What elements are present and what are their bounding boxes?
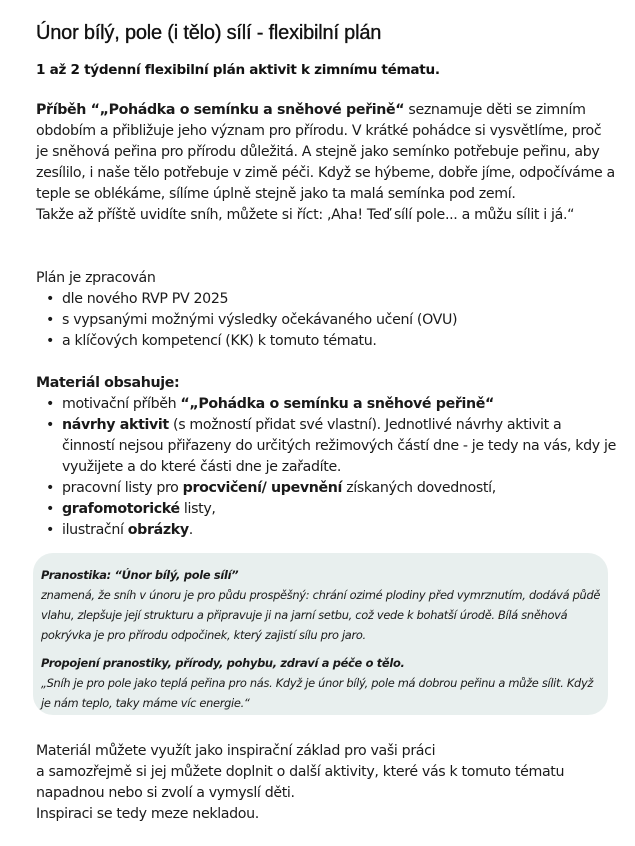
plan-list (36, 289, 616, 352)
callout-heading: Pranostika: “Únor bílý, pole sílí” (41, 568, 239, 582)
material-item-text: motivační příběh (62, 396, 181, 412)
page-subtitle: 1 až 2 týdenní flexibilní plán aktivit k zimnímu tématu. (36, 62, 440, 78)
material-item-text: získaných dovedností, (342, 480, 496, 496)
story-lead: Příběh “„Pohádka o semínku a sněhové peřině“ (36, 102, 405, 118)
material-item-bold: “„Pohádka o semínku a sněhové peřině“ (180, 396, 495, 412)
material-item-text: listy, (179, 501, 216, 517)
callout-quote: „Sníh je pro pole jako teplá peřina pro nás. Když je únor bílý, pole má dobrou peřinu a může sílit. Když je nám teplo, taky máme víc energie.“ (41, 676, 594, 710)
material-item-bold: grafomotorické (62, 501, 180, 517)
material-item (62, 478, 616, 499)
callout-text: znamená, že sníh v únoru je pro půdu prospěšný: chrání ozimé plodiny před vymrznutím, dodává půdě vlahu, zlepšuje její strukturu a připravuje ji na jarní setbu, což vede k bohatší úrodě. Bílá sněhová pokrývka je pro přírodu odpočinek, který zajistí sílu pro jaro. (41, 588, 601, 642)
final-line: a samozřejmě si jej můžete doplnit o další aktivity, které vás k tomuto tématu napadnou nebo si zvolí a vymyslí děti. (36, 764, 565, 801)
material-item-text: . (188, 522, 193, 538)
story-paragraph (36, 100, 616, 226)
pranostika-callout (33, 553, 608, 715)
final-paragraph (36, 741, 616, 825)
plan-heading: Plán je zpracován (36, 270, 156, 286)
material-item (62, 520, 616, 541)
material-item-bold: obrázky (127, 522, 189, 538)
material-item (62, 394, 616, 415)
final-line: Materiál můžete využít jako inspirační základ pro vaši práci (36, 743, 436, 759)
final-line: Inspiraci se tedy meze nekladou. (36, 806, 259, 822)
material-item-bold: návrhy aktivit (62, 417, 169, 433)
material-list (36, 394, 616, 541)
plan-item: • s vypsanými možnými výsledky očekávaného učení (OVU) (62, 310, 616, 331)
material-item-text: (s možností přidat své vlastní). Jednotlivé návrhy aktivit a činností nejsou přiřazeny do určitých režimových částí dne - je tedy na vás, kdy je využijete a do které části dne je zařadíte. (62, 417, 616, 475)
plan-item: • dle nového RVP PV 2025 (62, 289, 616, 310)
callout-heading: Propojení pranostiky, přírody, pohybu, zdraví a péče o tělo. (41, 656, 405, 670)
material-item-bold: procvičení/ upevnění (182, 480, 343, 496)
callout-content (41, 565, 601, 713)
material-item (62, 415, 616, 478)
story-closing: Takže až příště uvidíte sníh, můžete si říct: ‚Aha! Teď sílí pole... a můžu sílit i já.“ (36, 207, 575, 223)
material-item (62, 499, 616, 520)
material-section (36, 373, 616, 541)
plan-section (36, 268, 616, 352)
material-item-text: pracovní listy pro (62, 480, 183, 496)
story-text: seznamuje děti se zimním obdobím a přibližuje jeho význam pro přírodu. V krátké pohádce si vysvětlíme, proč je sněhová peřina pro přírodu důležitá. A stejně jako semínko potřebuje peřinu, aby zesílilo, i naše tělo potřebuje v zimě péči. Když se hýbeme, dobře jíme, odpočíváme a teple se oblékáme, sílíme úplně stejně jako ta malá semínka pod zemí. (36, 102, 615, 202)
plan-item: • a klíčových kompetencí (KK) k tomuto tématu. (62, 331, 616, 352)
material-heading: Materiál obsahuje: (36, 375, 180, 391)
material-item-text: ilustrační (62, 522, 128, 538)
page-title: Únor bílý, pole (i tělo) sílí - flexibilní plán (36, 22, 382, 44)
